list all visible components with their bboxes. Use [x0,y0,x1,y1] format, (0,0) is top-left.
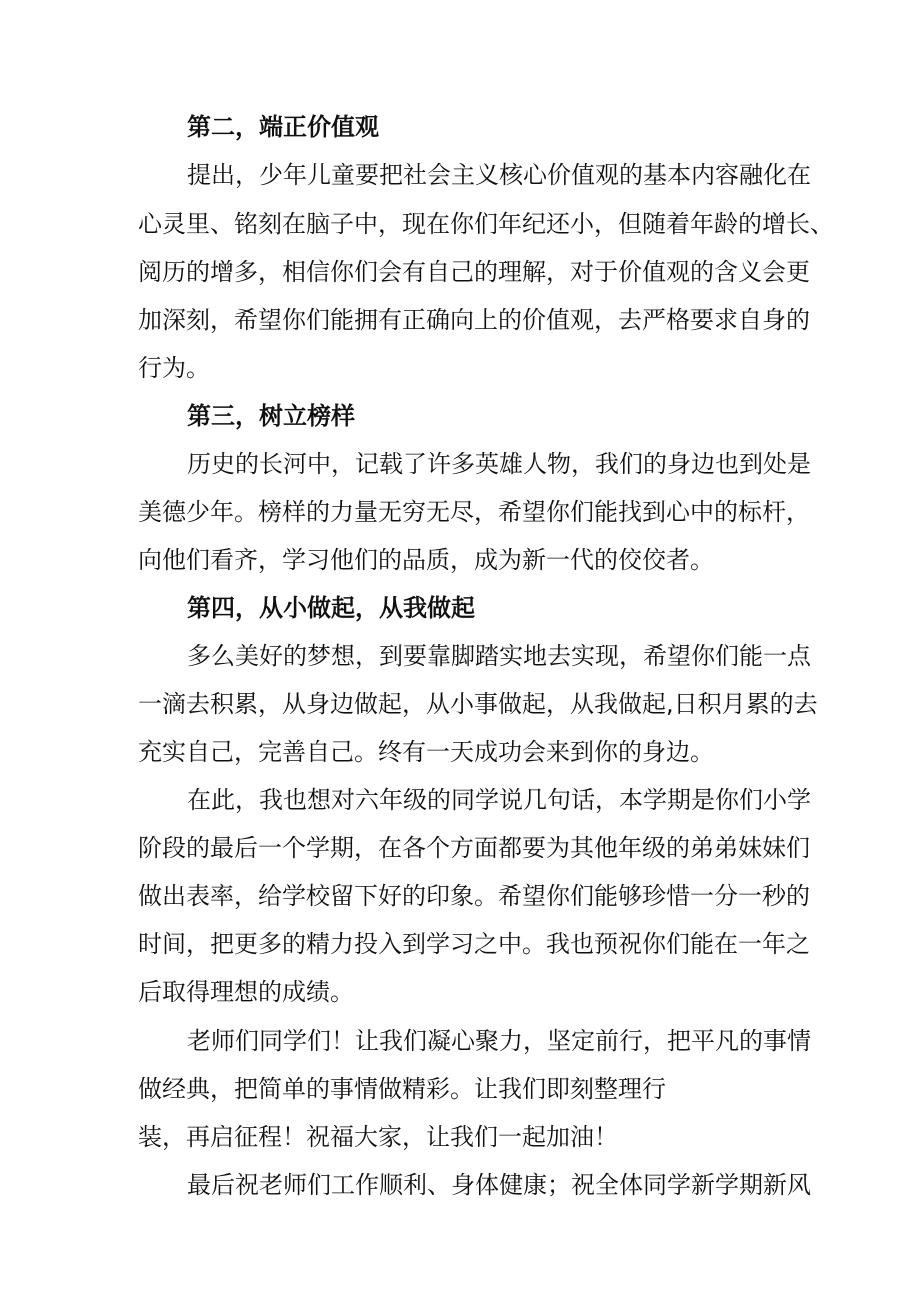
section-heading-2: 第二，端正价值观 [187,113,379,141]
paragraph-line: 阶段的最后一个学期，在各个方面都要为其他年级的弟弟妹妹们 [138,834,810,862]
section-heading-3: 第三，树立榜样 [187,402,355,430]
paragraph-line: 行为。 [138,354,210,382]
paragraph-line: 心灵里、铭刻在脑子中，现在你们年纪还小，但随着年龄的增长、 [138,210,834,238]
paragraph-line: 提出，少年儿童要把社会主义核心价值观的基本内容融化在 [187,161,811,189]
paragraph-line: 多么美好的梦想，到要靠脚踏实地去实现，希望你们能一点 [187,642,811,670]
paragraph-line: 美德少年。榜样的力量无穷无尽，希望你们能找到心中的标杆， [138,498,810,526]
paragraph-line: 充实自己，完善自己。终有一天成功会来到你的身边。 [138,738,714,766]
paragraph-line: 阅历的增多，相信你们会有自己的理解，对于价值观的含义会更 [138,258,810,286]
paragraph-line: 后取得理想的成绩。 [138,978,354,1006]
paragraph-line: 向他们看齐，学习他们的品质，成为新一代的佼佼者。 [138,546,714,574]
paragraph-line: 历史的长河中，记载了许多英雄人物，我们的身边也到处是 [187,450,811,478]
paragraph-line: 最后祝老师们工作顺利、身体健康；祝全体同学新学期新风 [187,1171,811,1199]
section-heading-4: 第四，从小做起，从我做起 [187,594,475,622]
paragraph-line: 装，再启征程！祝福大家，让我们一起加油！ [138,1123,618,1151]
paragraph-line: 做出表率，给学校留下好的印象。希望你们能够珍惜一分一秒的 [138,882,810,910]
paragraph-line: 加深刻，希望你们能拥有正确向上的价值观，去严格要求自身的 [138,306,810,334]
paragraph-line: 做经典，把简单的事情做精彩。让我们即刻整理行 [138,1075,666,1103]
paragraph-line: 一滴去积累，从身边做起，从小事做起，从我做起,日积月累的去 [138,690,818,718]
paragraph-line: 时间，把更多的精力投入到学习之中。我也预祝你们能在一年之 [138,930,810,958]
paragraph-line: 在此，我也想对六年级的同学说几句话，本学期是你们小学 [187,786,811,814]
paragraph-line: 老师们同学们！让我们凝心聚力，坚定前行，把平凡的事情 [187,1027,811,1055]
